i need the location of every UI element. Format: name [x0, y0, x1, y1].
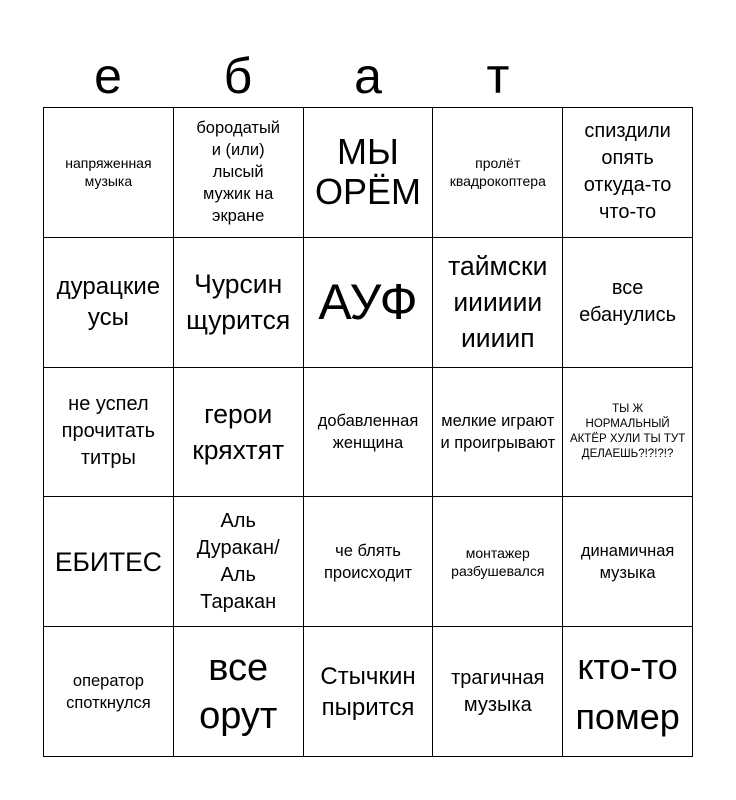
header-letter: б — [223, 48, 253, 104]
bingo-cell[interactable] — [304, 368, 434, 498]
bingo-cell[interactable] — [174, 497, 304, 627]
bingo-cell[interactable] — [304, 497, 434, 627]
bingo-cell[interactable] — [433, 497, 563, 627]
cell-text: МЫ ОРЁМ — [314, 131, 421, 213]
bingo-cell[interactable] — [44, 497, 174, 627]
bingo-board — [43, 107, 693, 757]
bingo-cell[interactable] — [563, 368, 693, 498]
bingo-cell[interactable] — [174, 108, 304, 238]
cell-text: трагичная музыка — [451, 666, 545, 716]
bingo-cell[interactable] — [563, 627, 693, 757]
cell-text: не успел прочитать титры — [61, 393, 156, 470]
bingo-cell[interactable] — [304, 238, 434, 368]
bingo-cell[interactable] — [433, 368, 563, 498]
bingo-cell[interactable] — [44, 627, 174, 757]
bingo-cell[interactable] — [174, 238, 304, 368]
header-letter: а — [354, 48, 382, 104]
bingo-cell[interactable] — [433, 627, 563, 757]
bingo-cell[interactable] — [433, 108, 563, 238]
bingo-cell[interactable] — [304, 627, 434, 757]
cell-text: ТЫ Ж НОРМАЛЬНЫЙ АКТЁР ХУЛИ ТЫ ТУТ ДЕЛАЕШЬ?!?!?!? — [569, 402, 686, 460]
cell-text: все ебанулись — [579, 277, 677, 327]
cell-text: оператор споткнулся — [66, 671, 151, 712]
cell-text: бородатый и (или) лысый мужик на экране — [196, 119, 281, 226]
bingo-cell[interactable] — [563, 108, 693, 238]
cell-text: добавленная женщина — [317, 411, 419, 452]
cell-text: ЕБИТЕС — [54, 546, 162, 577]
cell-text: Чурсин щурится — [186, 269, 291, 336]
cell-text: АУФ — [318, 274, 418, 331]
cell-text: мелкие играют и проигрывают — [440, 411, 556, 452]
bingo-cell[interactable] — [44, 238, 174, 368]
cell-text: все орут — [199, 646, 278, 737]
bingo-cell[interactable] — [174, 368, 304, 498]
bingo-cell[interactable] — [44, 108, 174, 238]
cell-text: динамичная музыка — [580, 541, 675, 582]
cell-text: спиздили опять откуда-то что-то — [583, 120, 672, 224]
cell-text: кто-то помер — [575, 645, 680, 737]
cell-text: таймски ииииии иииип — [448, 251, 548, 354]
cell-text: че блять происходит — [323, 541, 413, 582]
bingo-cell[interactable] — [44, 368, 174, 498]
cell-text: герои кряхтят — [192, 398, 285, 465]
cell-text: Аль Дуракан/ Аль Таракан — [196, 509, 280, 613]
cell-text: дурацкие усы — [56, 273, 161, 332]
header-letter: е — [94, 48, 122, 104]
bingo-cell[interactable] — [433, 238, 563, 368]
cell-text: Стычкин пырится — [320, 662, 416, 721]
header-letter: т — [486, 48, 510, 104]
bingo-cell[interactable] — [174, 627, 304, 757]
bingo-cell[interactable] — [563, 238, 693, 368]
bingo-cell[interactable] — [304, 108, 434, 238]
cell-text: монтажер разбушевался — [451, 544, 545, 579]
bingo-cell[interactable] — [563, 497, 693, 627]
bingo-header — [43, 44, 693, 108]
cell-text: пролёт квадрокоптера — [449, 155, 546, 190]
cell-text: напряженная музыка — [65, 155, 152, 190]
